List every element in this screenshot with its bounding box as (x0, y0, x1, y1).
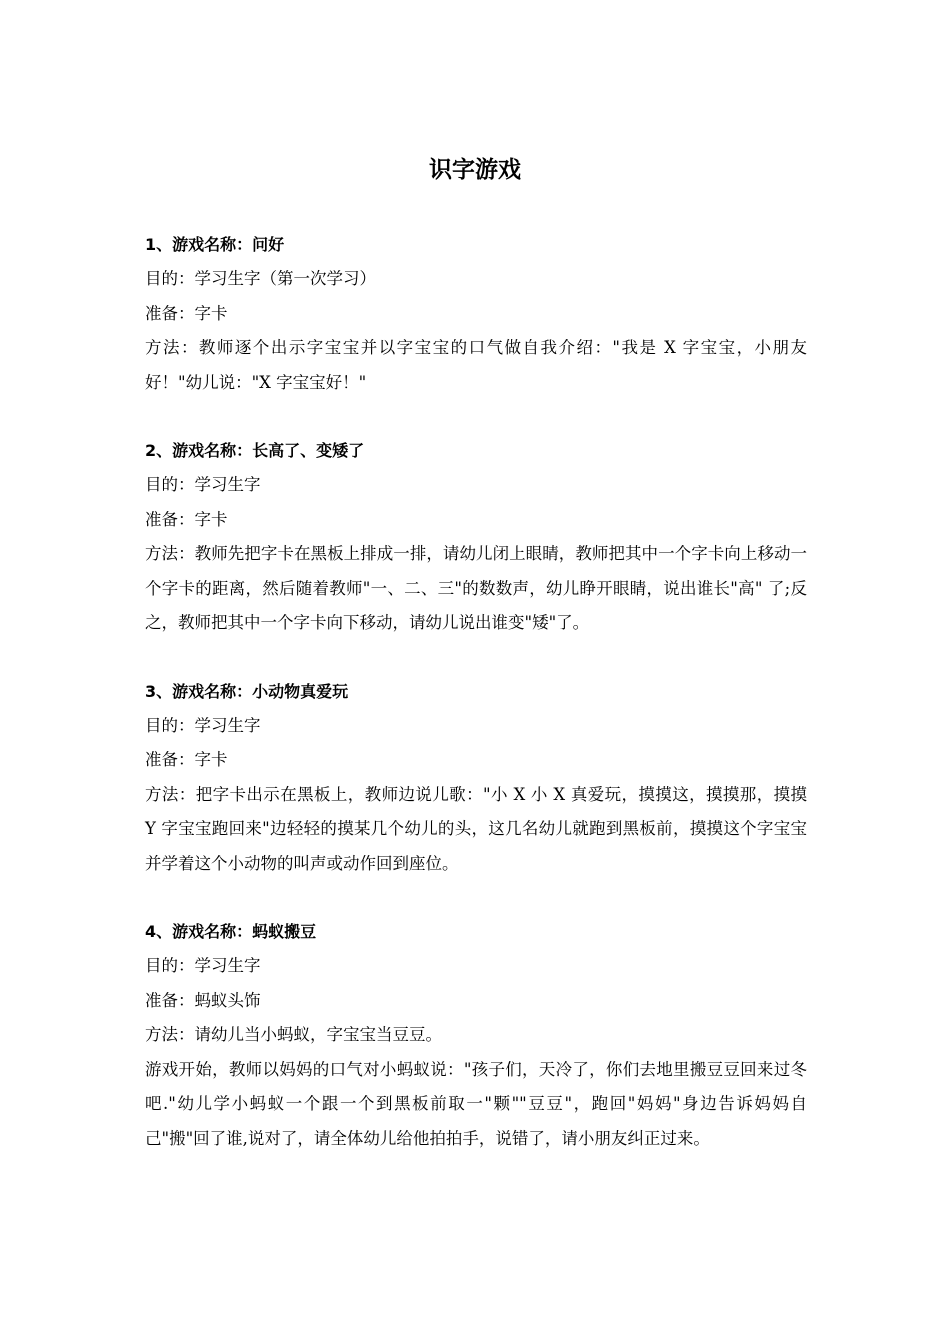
game-section-1 (145, 228, 807, 400)
game-method: 方法：请幼儿当小蚂蚁，字宝宝当豆豆。 (145, 1025, 442, 1044)
game-method: 方法：教师逐个出示字宝宝并以字宝宝的口气做自我介绍："我是 X 字宝宝，小朋友好！"幼儿说："X 字宝宝好！" (145, 338, 807, 392)
game-purpose: 目的：学习生字（第一次学习） (145, 269, 376, 288)
game-purpose: 目的：学习生字 (145, 715, 261, 735)
game-purpose: 目的：学习生字 (145, 475, 261, 494)
game-heading: 2、游戏名称：长高了、变矮了 (145, 441, 365, 460)
game-purpose: 目的：学习生字 (145, 956, 261, 975)
document-body (145, 228, 807, 1190)
game-method: 方法：把字卡出示在黑板上，教师边说儿歌："小 X 小 X 真爱玩，摸摸这，摸摸那，摸摸 Y 字宝宝跑回来"边轻轻的摸某几个幼儿的头，这几名幼儿就跑到黑板前，摸摸这个字宝宝并学着这个小动物的叫声或动作回到座位。 (145, 784, 807, 873)
document-title: 识字游戏 (429, 157, 521, 183)
game-heading: 1、游戏名称：问好 (145, 235, 285, 254)
game-preparation: 准备：字卡 (145, 303, 228, 323)
game-section-4 (145, 915, 807, 1156)
game-procedure: 游戏开始，教师以妈妈的口气对小蚂蚁说："孩子们，天冷了，你们去地里搬豆豆回来过冬吧."幼儿学小蚂蚁一个跟一个到黑板前取一"颗""豆豆"，跑回"妈妈"身边告诉妈妈自己"搬"回了谁,说对了，请全体幼儿给他拍拍手，说错了，请小朋友纠正过来。 (145, 1059, 807, 1148)
game-section-3 (145, 675, 807, 882)
game-preparation: 准备：蚂蚁头饰 (145, 990, 261, 1010)
game-section-2 (145, 434, 807, 641)
game-preparation: 准备：字卡 (145, 509, 228, 529)
game-heading: 3、游戏名称：小动物真爱玩 (145, 681, 349, 701)
game-preparation: 准备：字卡 (145, 750, 228, 769)
game-method: 方法：教师先把字卡在黑板上排成一排，请幼儿闭上眼睛，教师把其中一个字卡向上移动一个字卡的距离，然后随着教师"一、二、三"的数数声，幼儿睁开眼睛，说出谁长"高" 了;反之，教师把其中一个字卡向下移动，请幼儿说出谁变"矮"了。 (145, 544, 807, 632)
game-heading: 4、游戏名称：蚂蚁搬豆 (145, 922, 317, 941)
